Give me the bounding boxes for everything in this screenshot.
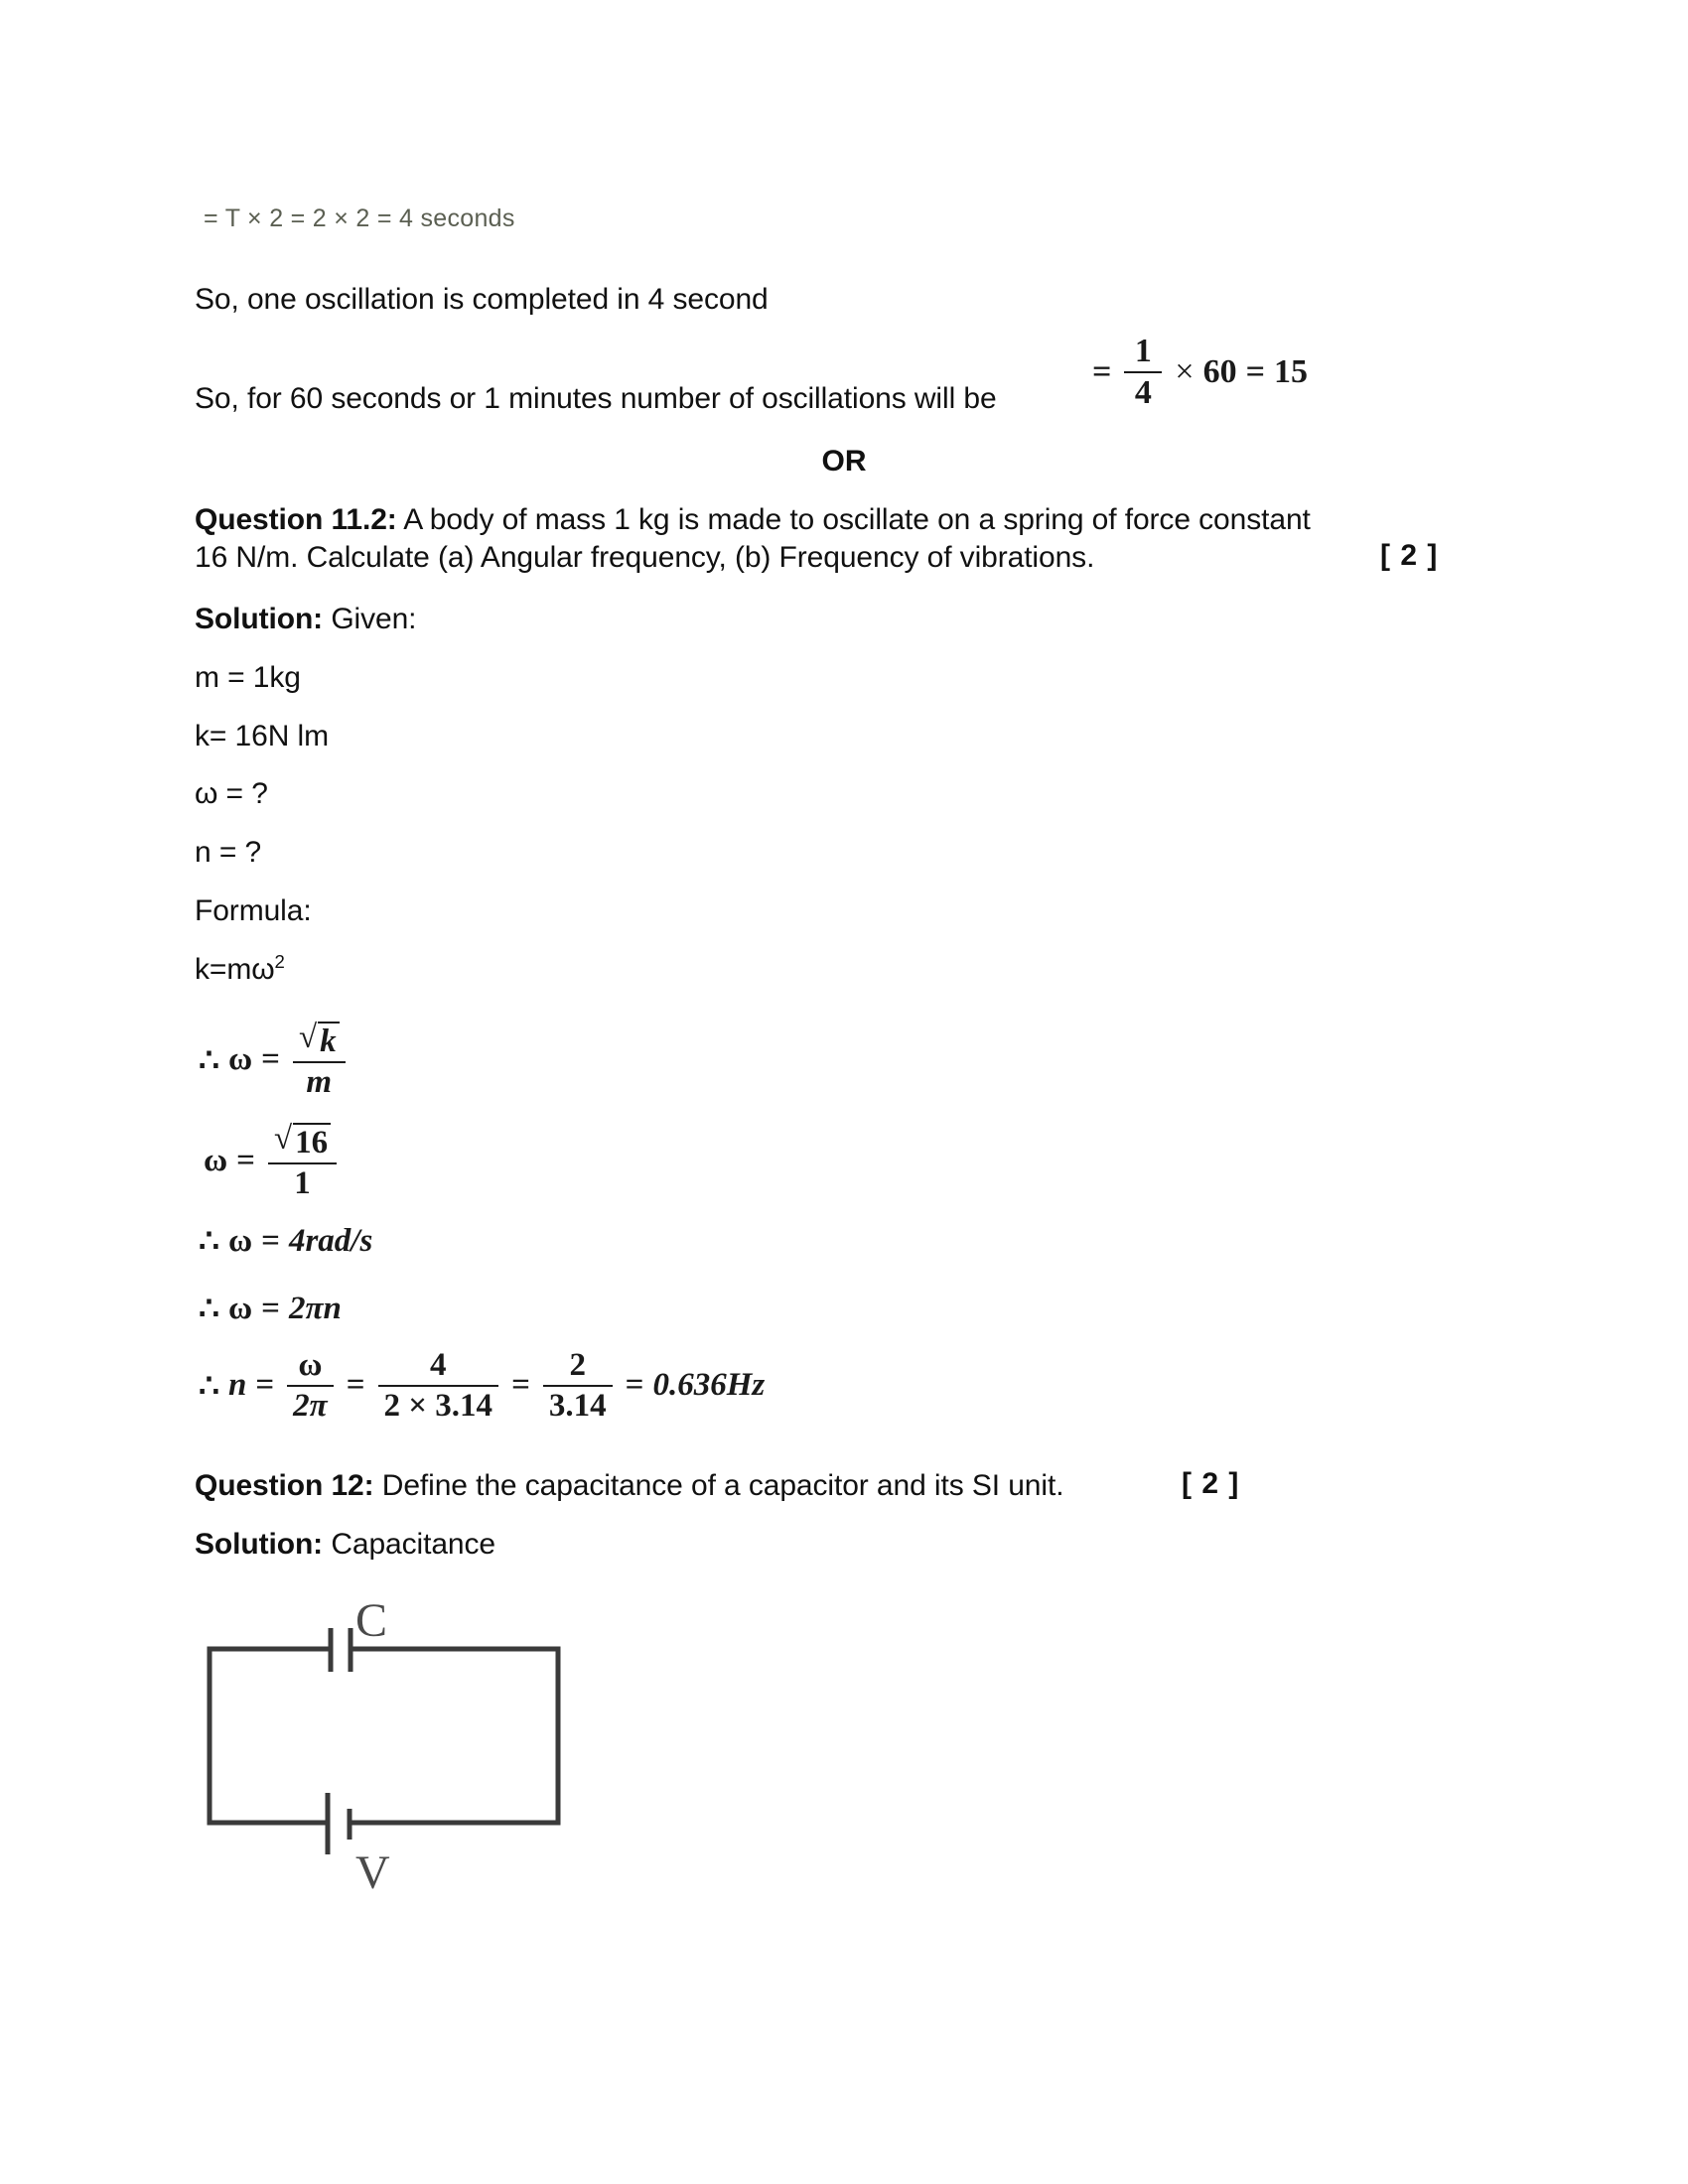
omega-symbol: ω	[228, 1290, 253, 1326]
equals-symbol-3: =	[511, 1367, 530, 1404]
battery-label: V	[355, 1846, 390, 1899]
equals-symbol-1: =	[255, 1367, 275, 1404]
omega-numeric-value: 4rad/s	[288, 1222, 373, 1259]
therefore-symbol: ∴	[199, 1292, 219, 1327]
radicand: k	[318, 1022, 340, 1059]
fraction-denominator: 4	[1134, 373, 1152, 411]
equals-symbol-4: =	[625, 1367, 644, 1404]
fraction-denominator: 3.14	[548, 1387, 607, 1424]
given-label: Given:	[331, 603, 417, 635]
fraction-denominator: m	[306, 1063, 333, 1100]
spring-formula-base: k=mω	[195, 953, 275, 986]
given-value-mass: m = 1kg	[195, 661, 301, 694]
fraction-numerator: 4	[430, 1347, 447, 1383]
equals-symbol: =	[261, 1222, 280, 1259]
question-11-2-text-line1: A body of mass 1 kg is made to oscillate on a spring of force constant	[403, 503, 1311, 536]
solution-11-2-label: Solution:	[195, 603, 324, 635]
equals-symbol-2: =	[346, 1367, 365, 1404]
equals-symbol: =	[261, 1041, 280, 1078]
therefore-symbol: ∴	[199, 1368, 219, 1405]
frequency-chain-equation	[199, 1348, 765, 1423]
solution-11-2-heading	[195, 601, 416, 638]
capacitor-circuit-diagram	[189, 1588, 606, 1916]
radical-sign: √	[298, 1020, 318, 1055]
omega-substituted-equation	[204, 1122, 341, 1200]
equals-symbol: =	[261, 1290, 280, 1326]
sixty-seconds-text: So, for 60 seconds or 1 minutes number of oscillations will be	[195, 382, 997, 415]
equation-equals-2: =	[1245, 352, 1265, 390]
solution-12-label: Solution:	[195, 1528, 324, 1561]
given-value-spring-constant: k= 16N lm	[195, 720, 329, 752]
n-symbol: n	[228, 1367, 247, 1404]
two-over-314-fraction	[543, 1348, 613, 1423]
equation-equals: =	[1092, 352, 1112, 390]
fraction-numerator: 1	[1134, 333, 1152, 369]
therefore-symbol: ∴	[199, 1042, 219, 1079]
sqrt-k-over-m-fraction	[293, 1021, 346, 1099]
fraction-numerator	[268, 1122, 337, 1162]
omega-symbol: ω	[204, 1143, 228, 1179]
question-12-label: Question 12:	[195, 1469, 374, 1502]
formula-label: Formula:	[195, 894, 312, 927]
question-11-2-text-line2: 16 N/m. Calculate (a) Angular frequency, (b) Frequency of vibrations.	[195, 541, 1095, 574]
one-oscillation-text: So, one oscillation is completed in 4 second	[195, 283, 769, 316]
fraction-numerator	[293, 1021, 346, 1061]
times-operator: ×	[1175, 352, 1195, 390]
omega-formula-equation	[199, 1021, 350, 1099]
one-fourth-fraction	[1124, 334, 1162, 410]
sqrt-16-over-1-fraction	[268, 1122, 337, 1200]
spring-formula	[195, 951, 285, 989]
omega-symbol: ω	[228, 1041, 253, 1078]
omega-symbol: ω	[228, 1222, 253, 1259]
previous-calculation-line: = T × 2 = 2 × 2 = 4 seconds	[204, 205, 515, 232]
omega-value-equation	[199, 1221, 372, 1261]
frequency-result: 0.636Hz	[652, 1367, 766, 1404]
question-12	[195, 1467, 1063, 1505]
therefore-symbol: ∴	[199, 1224, 219, 1260]
question-12-marks: [ 2 ]	[1182, 1467, 1240, 1500]
two-pi-n-expression: 2πn	[288, 1290, 342, 1326]
fraction-numerator: ω	[298, 1347, 323, 1383]
given-value-n: n = ?	[195, 836, 262, 869]
spring-formula-exponent: 2	[274, 951, 285, 972]
oscillations-result-equation	[1092, 334, 1308, 410]
radicand: 16	[293, 1123, 331, 1160]
fraction-denominator: 1	[294, 1164, 311, 1201]
question-11-2-marks: [ 2 ]	[1380, 539, 1439, 572]
capacitor-label: C	[355, 1594, 388, 1647]
fraction-denominator: 2π	[293, 1387, 328, 1424]
four-over-2x314-fraction	[378, 1348, 499, 1423]
given-value-omega: ω = ?	[195, 777, 268, 810]
solution-12	[195, 1526, 495, 1564]
fraction-numerator: 2	[569, 1347, 586, 1383]
question-11-2-label: Question 11.2:	[195, 503, 397, 536]
oscillations-count: 15	[1273, 352, 1308, 390]
multiplier-value: 60	[1202, 352, 1237, 390]
omega-2pin-equation	[199, 1289, 342, 1328]
solution-12-text: Capacitance	[331, 1528, 495, 1561]
question-12-text: Define the capacitance of a capacitor and its SI unit.	[381, 1469, 1064, 1502]
omega-over-2pi-fraction	[287, 1348, 334, 1423]
fraction-denominator: 2 × 3.14	[383, 1387, 493, 1424]
or-divider: OR	[821, 445, 867, 478]
equals-symbol: =	[236, 1143, 255, 1179]
radical-sign: √	[273, 1121, 293, 1157]
question-11-2	[195, 501, 1311, 539]
